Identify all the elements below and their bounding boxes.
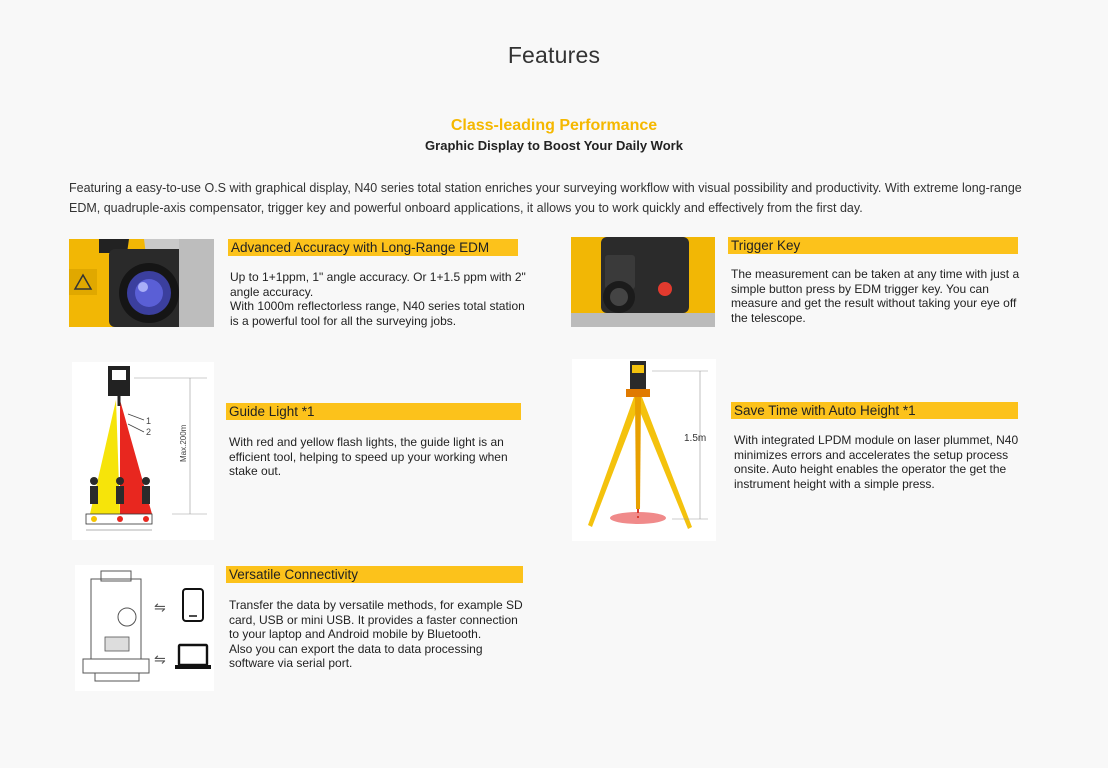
auto-height-diagram: [572, 359, 716, 541]
section-title: Graphic Display to Boost Your Daily Work: [425, 138, 683, 153]
svg-text:⇋: ⇋: [154, 600, 166, 616]
guide-max-distance-label: Max.200m: [179, 424, 188, 462]
guide-light-description: [229, 435, 529, 479]
feature-trigger-key: [571, 237, 1031, 332]
connectivity-description: [229, 598, 529, 671]
svg-text:⇋: ⇋: [154, 652, 166, 668]
trigger-key-title: Trigger Key: [728, 237, 1018, 254]
auto-height-line-1: With integrated LPDM module on laser plummet, N40 minimizes errors and accelerates the setup process onsite. Auto height enables the operator the get the instrument height with a simple press.: [734, 433, 1019, 491]
section-intro: Featuring a easy-to-use O.S with graphical display, N40 series total station enriches your surveying workflow with visual possibility and productivity. With extreme long-range EDM, quadruple-axis compensator, trigger key and powerful onboard applications, it allows you to work quickly and effectively from the first day.: [69, 181, 1022, 215]
auto-height-description: [734, 433, 1020, 491]
edm-lens-image: [69, 239, 214, 327]
guide-marker-2: 2: [146, 427, 152, 437]
edm-line-1: Up to 1+1ppm, 1" angle accuracy. Or 1+1.5 ppm with 2" angle accuracy.: [230, 270, 526, 299]
edm-title: Advanced Accuracy with Long-Range EDM: [228, 239, 518, 256]
connectivity-line-2: Also you can export the data to data processing software via serial port.: [229, 641, 483, 670]
trigger-key-line-1: The measurement can be taken at any time with just a simple button press by EDM trigger key. You can measure and get the result without taking your eye off the telescope.: [731, 267, 1020, 325]
guide-marker-1: 1: [146, 416, 152, 426]
connectivity-line-1: Transfer the data by versatile methods, for example SD card, USB or mini USB. It provides a faster connection to your laptop and Android mobile by Bluetooth.: [229, 598, 523, 641]
auto-height-value-label: 1.5m: [684, 433, 707, 444]
feature-guide-light: [72, 362, 532, 542]
section-accent-title: Class-leading Performance: [450, 117, 658, 134]
trigger-key-description: [731, 267, 1023, 325]
guide-light-diagram: [72, 362, 214, 540]
feature-connectivity: [75, 565, 535, 695]
auto-height-title: Save Time with Auto Height *1: [731, 402, 1018, 419]
edm-description: [230, 270, 535, 328]
connectivity-diagram: [75, 565, 214, 691]
connectivity-title: Versatile Connectivity: [226, 566, 523, 583]
page-title: Features: [507, 42, 601, 68]
guide-light-line-1: With red and yellow flash lights, the guide light is an efficient tool, helping to speed up your working when stake out.: [229, 435, 508, 478]
trigger-key-image: [571, 237, 715, 327]
guide-light-title: Guide Light *1: [226, 403, 521, 420]
feature-edm: [69, 239, 539, 334]
edm-line-2: With 1000m reflectorless range, N40 series total station is a powerful tool for all the surveying jobs.: [230, 299, 525, 328]
feature-auto-height: [572, 359, 1032, 543]
